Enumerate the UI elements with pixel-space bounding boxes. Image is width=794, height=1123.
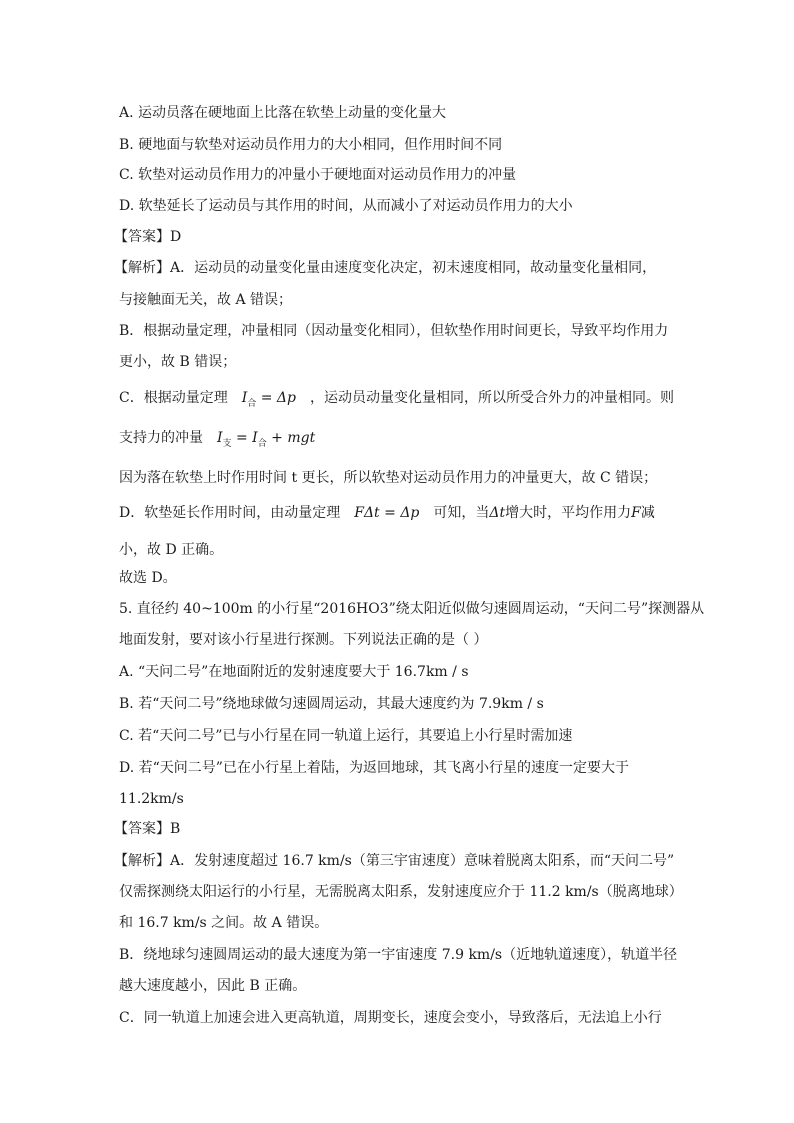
formula-symbol: = I: [231, 430, 258, 446]
analysis-text: C．根据动量定理: [119, 390, 228, 406]
q4-option-d: D. 软垫延长了运动员与其作用的时间，从而减小了对运动员作用力的大小: [119, 198, 573, 214]
formula-subscript: 支: [222, 438, 232, 449]
q5-analysis-b2: 越大速度越小，因此 B 正确。: [119, 978, 307, 994]
q4-option-b: B. 硬地面与软垫对运动员作用力的大小相同，但作用时间不同: [119, 137, 503, 153]
q4-analysis-c3: 因为落在软垫上时作用时间 t 更长，所以软垫对运动员作用力的冲量更大，故 C 错误；: [119, 470, 658, 486]
q4-analysis-c1: [119, 388, 679, 408]
q4-analysis-d1: [119, 503, 679, 523]
q5-analysis-a2: 仅需探测绕太阳运行的小行星，无需脱离太阳系，发射速度应介于 11.2 km/s（脱离地球）: [119, 884, 683, 900]
q4-analysis-d2: 小，故 D 正确。: [119, 542, 224, 558]
q5-option-a: A. “天问二号”在地面附近的发射速度要大于 16.7km / s: [119, 664, 469, 680]
formula-subscript: 合: [247, 398, 257, 409]
q4-analysis-c2: [119, 428, 679, 448]
analysis-text: 可知，当: [433, 505, 490, 521]
formula-delta-t: Δt: [489, 505, 506, 521]
analysis-text: A．运动员的动量变化量由速度变化决定，初末速度相同，故动量变化量相同，: [170, 260, 657, 276]
q5-analysis-c1: C．同一轨道上加速会进入更高轨道，周期变长，速度会变小，导致落后，无法追上小行: [119, 1010, 662, 1026]
q5-analysis-b1: B．绕地球匀速圆周运动的最大速度为第一宇宙速度 7.9 km/s（近地轨道速度），轨道半径: [119, 947, 678, 963]
q5-option-d: D. 若“天问二号”已在小行星上着陆，为返回地球，其飞离小行星的速度一定要大于: [119, 760, 629, 776]
answer-tag: 【答案】: [114, 821, 170, 837]
q4-analysis-a1: [114, 258, 674, 278]
q5-stem-2: 地面发射，要对该小行星进行探测。下列说法正确的是（ ）: [119, 632, 488, 648]
q4-analysis-b1: B．根据动量定理，冲量相同（因动量变化相同），但软垫作用时间更长，导致平均作用力: [119, 323, 669, 339]
q4-option-c: C. 软垫对运动员作用力的冲量小于硬地面对运动员作用力的冲量: [119, 167, 517, 183]
analysis-text: A．发射速度超过 16.7 km/s（第三宇宙速度）意味着脱离太阳系，而“天问二号”: [170, 853, 675, 869]
formula-subscript: 合: [257, 438, 267, 449]
analysis-tag: 【解析】: [114, 853, 170, 869]
q4-analysis-b2: 更小，故 B 错误；: [119, 354, 237, 370]
q5-analysis-a1: [114, 851, 674, 871]
formula-force: F: [631, 505, 641, 521]
q5-answer: [114, 819, 674, 839]
q4-answer: [114, 227, 674, 247]
analysis-text: ，运动员动量变化量相同，所以所受合外力的冲量相同。则: [309, 390, 674, 406]
analysis-tag: 【解析】: [114, 260, 170, 276]
q5-analysis-a3: 和 16.7 km/s 之间。故 A 错误。: [119, 915, 329, 931]
answer-value: D: [170, 229, 182, 245]
formula-symbol: + mgt: [266, 430, 316, 446]
formula-symbol: I: [241, 390, 248, 406]
q5-stem-1: 5. 直径约 40~100m 的小行星“2016HO3”绕太阳近似做匀速圆周运动，“天问二号”探测器从: [119, 601, 705, 617]
formula-support-impulse: [217, 430, 316, 449]
answer-tag: 【答案】: [114, 229, 170, 245]
analysis-text: 增大时，平均作用力: [505, 505, 632, 521]
q5-option-c: C. 若“天问二号”已与小行星在同一轨道上运行，其要追上小行星时需加速: [119, 728, 573, 744]
q4-conclusion: 故选 D。: [119, 570, 177, 586]
q4-option-a: A. 运动员落在硬地面上比落在软垫上动量的变化量大: [119, 105, 447, 121]
formula-symbol: = Δp: [256, 390, 296, 406]
q5-option-d-cont: 11.2km/s: [119, 791, 184, 807]
answer-value: B: [170, 821, 181, 837]
formula-impulse: [241, 390, 296, 409]
q4-analysis-a2: 与接触面无关，故 A 错误；: [119, 292, 293, 308]
formula-momentum-theorem: FΔt = Δp: [354, 505, 420, 521]
q5-option-b: B. 若“天问二号”绕地球做匀速圆周运动，其最大速度约为 7.9km / s: [119, 696, 544, 712]
analysis-text: D．软垫延长作用时间，由动量定理: [119, 505, 341, 521]
analysis-text: 减: [640, 505, 655, 521]
analysis-text: 支持力的冲量: [119, 430, 203, 446]
formula-symbol: I: [217, 430, 223, 446]
